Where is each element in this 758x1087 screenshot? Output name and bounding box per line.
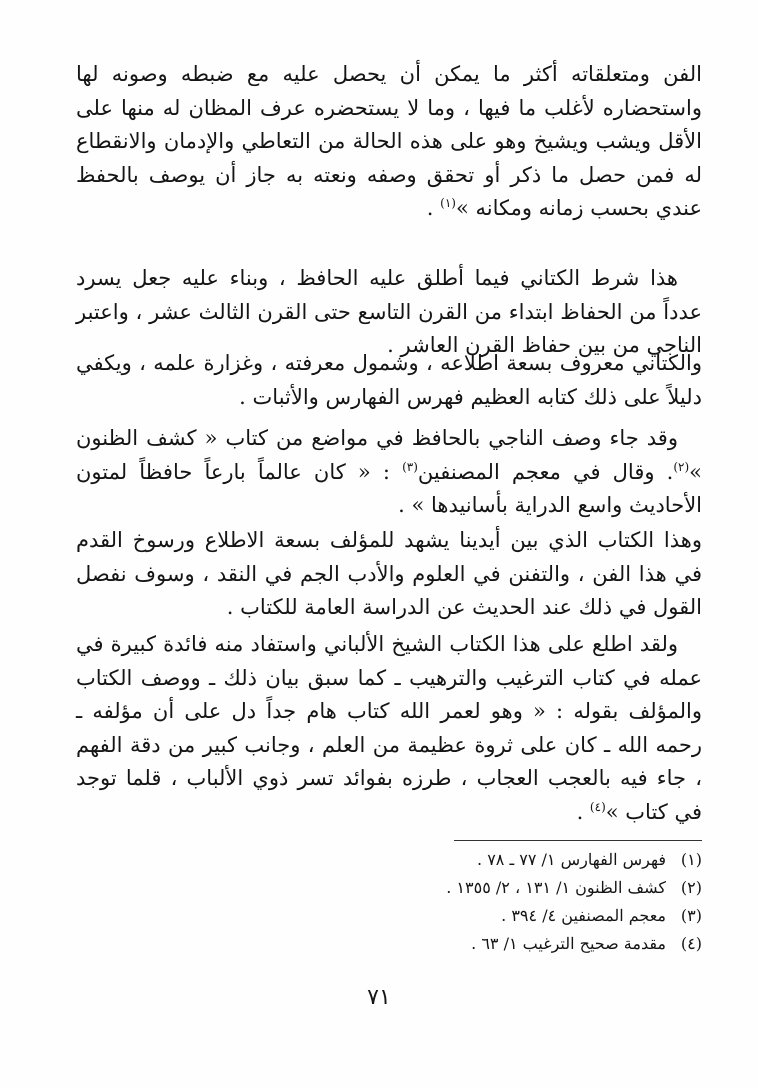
footnote-number: (٤)	[680, 934, 702, 953]
paragraph-4-text-c: : « كان عالماً بارعاً حافظاً لمتون الأحاديث واسع الدراية بأسانيدها » .	[76, 459, 702, 517]
footnote-text: مقدمة صحيح الترغيب ١/ ٦٣ .	[471, 934, 666, 953]
paragraph-3-text: والكتاني معروف بسعة اطلاعه ، وشمول معرفته ، وغزارة علمه ، ويكفي دليلاً على ذلك كتابه العظيم فهرس الفهارس والأثبات .	[76, 351, 702, 409]
footnote-3	[300, 902, 702, 930]
footnote-ref-2: (٢)	[673, 459, 690, 474]
paragraph-4-text-a: وقد جاء وصف الناجي بالحافظ في مواضع من كتاب « كشف الظنون »	[76, 426, 702, 484]
paragraph-3	[76, 347, 702, 414]
footnote-1	[300, 846, 702, 874]
footnote-text: فهرس الفهارس ١/ ٧٧ ـ ٧٨ .	[477, 850, 666, 869]
footnote-number: (١)	[680, 850, 702, 869]
footnote-ref-3: (٣)	[402, 459, 418, 474]
footnote-2	[300, 874, 702, 902]
paragraph-1-text: الفن ومتعلقاته أكثر ما يمكن أن يحصل عليه مع ضبطه وصونه لها واستحضاره لأغلب ما فيها ، وما لا يستحضره عرف المظان له منها على الأقل ويشب ويشيخ وهو على هذه الحالة من التعاطي والإدمان والانقطاع له فمن حصل ما ذكر أو تحقق وصفه ونعته به جاز أن يوصف بالحفظ عندي بحسب زمانه ومكانه »	[76, 62, 702, 220]
footnote-number: (٢)	[680, 878, 702, 897]
paragraph-1-tail: .	[426, 196, 441, 220]
paragraph-4	[76, 422, 702, 523]
paragraph-5-text: وهذا الكتاب الذي بين أيدينا يشهد للمؤلف بسعة الاطلاع ورسوخ القدم في هذا الفن ، والتفنن في العلوم والأدب الجم في النقد ، وسوف نفصل القول في ذلك عند الحديث عن الدراسة العامة للكتاب .	[76, 528, 702, 619]
footnotes	[300, 846, 702, 958]
footnote-separator	[454, 840, 702, 841]
footnote-4	[300, 930, 702, 958]
paragraph-1	[76, 58, 702, 226]
footnote-text: معجم المصنفين ٤/ ٣٩٤ .	[501, 906, 666, 925]
paragraph-6	[76, 628, 702, 829]
paragraph-6-tail: .	[576, 799, 590, 824]
footnote-text: كشف الظنون ١/ ١٣١ ، ٢/ ١٣٥٥ .	[446, 878, 666, 897]
page-number: ٧١	[367, 985, 391, 1010]
paragraph-4-text-b: . وقال في معجم المصنفين	[417, 459, 674, 484]
footnote-number: (٣)	[680, 906, 702, 925]
paragraph-2-text: هذا شرط الكتاني فيما أطلق عليه الحافظ ، وبناء عليه جعل يسرد عدداً من الحفاظ ابتداء من القرن التاسع حتى القرن الثالث عشر ، واعتبر الناجي من بين حفاظ القرن العاشر .	[76, 266, 702, 357]
paragraph-5	[76, 524, 702, 625]
paragraph-6-text: ولقد اطلع على هذا الكتاب الشيخ الألباني واستفاد منه فائدة كبيرة في عمله في كتاب الترغيب والترهيب ـ كما سبق بيان ذلك ـ ووصف الكتاب والمؤلف بقوله : « وهو لعمر الله كتاب هام جداً دل على أن مؤلفه ـ رحمه الله ـ كان على ثروة عظيمة من العلم ، وجانب كبير من دقة الفهم ، جاء فيه بالعجب العجاب ، طرزه بفوائد تسر ذوي الألباب ، قلما توجد في كتاب »	[76, 632, 702, 824]
footnote-ref-4: (٤)	[589, 799, 606, 814]
footnote-ref-1: (١)	[440, 196, 456, 210]
